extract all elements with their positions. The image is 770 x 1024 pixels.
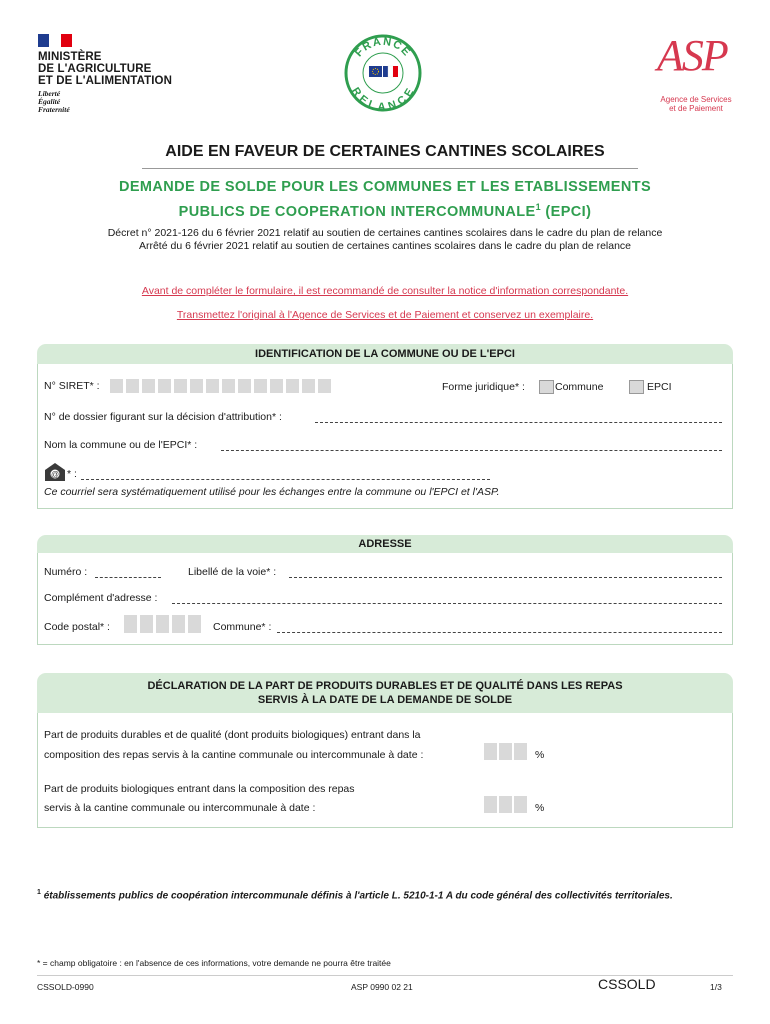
asp-mark: ASP [657,31,727,80]
percent-sign: % [535,749,545,761]
asp-caption-line: et de Paiement [669,104,723,113]
code-postal-label: Code postal* : [44,621,110,633]
subtitle-line [0,197,770,222]
complement-input[interactable] [172,602,722,604]
mandatory-note: * = champ obligatoire : en l'absence de ces informations, votre demande ne pourra être traitée [37,958,391,968]
commune-label: Commune* : [213,621,272,633]
relance-top-text: FRANCE [352,35,414,60]
footnote-text: établissements publics de coopération intercommunale définis à l'article L. 5210-1-1 A du code général des collectivités territoriales. [43,890,673,902]
page-number: 1/3 [710,982,722,992]
ministry-line: DE L'AGRICULTURE [38,63,152,75]
section-header: ADRESSE [37,535,733,553]
motto-line: Fraternité [38,105,70,114]
forme-juridique-label: Forme juridique* : [442,381,525,393]
footnote-ref: 1 [535,202,541,212]
svg-text:@: @ [50,470,60,479]
form-code: CSSOLD [598,976,656,992]
transmission-note: Transmettez l'original à l'Agence de Services et de Paiement et conservez un exemplaire. [176,309,594,321]
ministry-line: MINISTÈRE [38,51,102,63]
section-header [37,673,733,713]
motto-line: Égalité [38,97,61,106]
commune-option-label: Commune [555,381,604,393]
header-line: SERVIS À LA DATE DE LA DEMANDE DE SOLDE [257,694,513,706]
numero-input[interactable] [95,576,161,578]
france-relance-logo [343,33,423,113]
asp-caption [657,95,735,113]
adresse-section [37,535,733,645]
durables-question-cont: composition des repas servis à la cantine communale ou intercommunale à date : [44,749,424,761]
siret-label: N° SIRET* : [44,380,100,392]
form-subtitle [0,177,770,222]
bio-question: Part de produits biologiques entrant dans la composition des repas [44,783,355,795]
notice-link[interactable]: Avant de compléter le formulaire, il est recommandé de consulter la notice d'information correspondante. [141,285,629,297]
legal-references [0,227,770,253]
voie-input[interactable] [289,576,722,578]
ministry-line: ET DE L'ALIMENTATION [38,75,172,87]
email-input[interactable] [81,478,490,480]
durables-percent-input[interactable] [484,743,530,761]
footnote-mark: 1 [37,889,41,896]
header-line: DÉCLARATION DE LA PART DE PRODUITS DURABLES ET DE QUALITÉ DANS LES REPAS [147,680,623,692]
declaration-section [37,673,733,828]
code-postal-input[interactable] [124,615,204,633]
commune-checkbox[interactable] [539,380,554,394]
dossier-label: N° de dossier figurant sur la décision d'attribution* : [44,411,282,423]
email-icon [45,463,65,481]
nom-input[interactable] [221,449,722,451]
subtitle-text: PUBLICS DE COOPERATION INTERCOMMUNALE [178,203,536,220]
commune-input[interactable] [277,631,722,633]
form-reference: CSSOLD-0990 [37,982,94,992]
complement-label: Complément d'adresse : [44,592,158,604]
bio-question-cont: servis à la cantine communale ou intercommunale à date : [44,802,316,814]
decret-line: Décret n° 2021-126 du 6 février 2021 relatif au soutien de certaines cantines scolaires dans le cadre du plan de relance [107,227,663,239]
republic-motto [38,90,70,114]
voie-label: Libellé de la voie* : [188,566,277,578]
title-divider [142,168,638,169]
nom-label: Nom la commune ou de l'EPCI* : [44,439,198,451]
footnote [37,886,733,902]
subtitle-text: (EPCI) [540,203,592,220]
relance-bottom-text: RELANCE [349,85,418,113]
form-title: AIDE EN FAVEUR DE CERTAINES CANTINES SCOLAIRES [165,143,605,160]
dossier-input[interactable] [315,421,722,423]
percent-sign: % [535,802,545,814]
marianne-flag [38,34,72,47]
asp-reference: ASP 0990 02 21 [351,982,413,992]
identification-section [37,344,733,509]
siret-input[interactable] [110,377,334,395]
ministry-name [38,51,172,87]
durables-question: Part de produits durables et de qualité (dont produits biologiques) entrant dans la [44,729,421,741]
section-header: IDENTIFICATION DE LA COMMUNE OU DE L'EPCI [37,344,733,364]
numero-label: Numéro : [44,566,88,578]
motto-line: Liberté [38,89,61,98]
bio-percent-input[interactable] [484,796,530,814]
email-note: Ce courriel sera systématiquement utilisé pour les échanges entre la commune ou l'EPCI et l'ASP. [44,486,500,498]
epci-checkbox[interactable] [629,380,644,394]
email-label: * : [67,468,77,480]
epci-option-label: EPCI [647,381,672,393]
arrete-line: Arrêté du 6 février 2021 relatif au soutien de certaines cantines scolaires dans le cadre du plan de relance [138,240,632,252]
asp-logo [651,30,741,120]
asp-caption-line: Agence de Services [660,95,732,104]
subtitle-line: DEMANDE DE SOLDE POUR LES COMMUNES ET LES ETABLISSEMENTS [118,179,652,195]
